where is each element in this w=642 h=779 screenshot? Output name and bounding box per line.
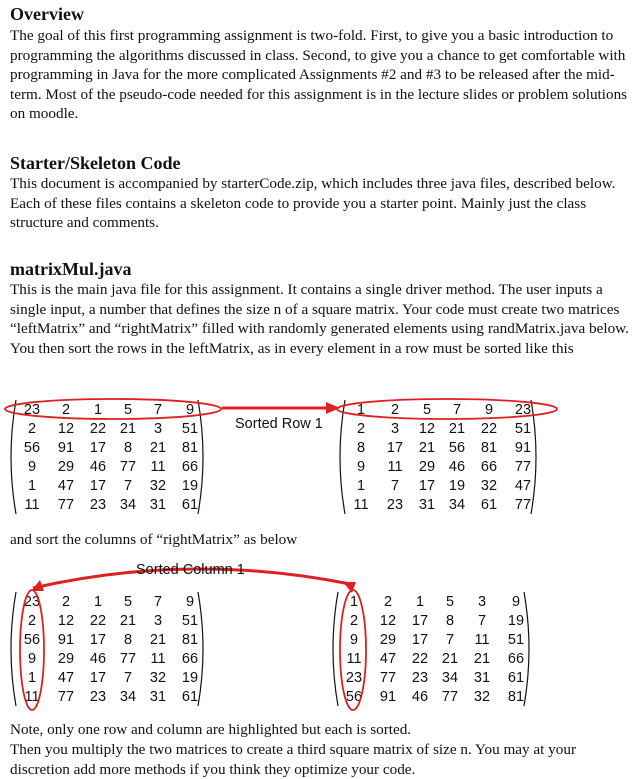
matrix-cell: 17 (418, 478, 436, 494)
matrix-cell: 19 (181, 670, 199, 686)
matrix-cell: 56 (345, 689, 363, 705)
matrix-cell: 3 (390, 421, 400, 437)
matrix-cell: 23 (89, 497, 107, 513)
matrix-cell: 46 (89, 459, 107, 475)
matrix-cell: 7 (390, 478, 400, 494)
matrix-cell: 11 (24, 689, 40, 705)
matrix-cell: 8 (445, 613, 455, 629)
matrix-cell: 9 (185, 594, 195, 610)
row-sort-svg (0, 396, 642, 520)
matrix-cell: 29 (57, 459, 75, 475)
matrix-cell: 56 (448, 440, 466, 456)
matrix-left-bracket (11, 400, 16, 514)
matrix-cell: 31 (473, 670, 491, 686)
matrix-cell: 23 (386, 497, 404, 513)
matrix-cell: 5 (123, 402, 133, 418)
matrix-cell: 9 (511, 594, 521, 610)
matrix-cell: 66 (480, 459, 498, 475)
matrix-cell: 77 (379, 670, 397, 686)
matrix-cell: 11 (474, 632, 490, 648)
matrix-cell: 22 (89, 421, 107, 437)
matrix-cell: 2 (27, 613, 37, 629)
matrix-cell: 7 (123, 478, 133, 494)
matrix-cell: 23 (89, 689, 107, 705)
sorted-column-label: Sorted Column 1 (136, 562, 245, 578)
matrix-right-bracket (531, 400, 536, 514)
matrix-cell: 51 (181, 421, 199, 437)
matrix-cell: 21 (119, 421, 137, 437)
matrix-cell: 56 (23, 632, 41, 648)
matrix-cell: 66 (181, 459, 199, 475)
matrix-cell: 8 (356, 440, 366, 456)
matrix-cell: 17 (411, 613, 429, 629)
matrixmul-paragraph: This is the main java file for this assignment. It contains a single driver method. The user inputs a single input, a number that defines the size n of a square matrix. Your code must create two matrices “leftMatrix” and “rightMatrix” filled with randomly generated elements using randMatrix.java below. You then sort the rows in the leftMatrix, as in every element in a row must be sorted like this (10, 281, 629, 357)
matrix-cell: 21 (418, 440, 436, 456)
matrix-cell: 77 (119, 459, 137, 475)
matrix-cell: 61 (480, 497, 498, 513)
matrix-cell: 7 (123, 670, 133, 686)
matrix-cell: 34 (448, 497, 466, 513)
matrix-cell: 9 (356, 459, 366, 475)
matrix-cell: 11 (24, 497, 40, 513)
matrix-cell: 66 (507, 651, 525, 667)
matrix-cell: 46 (411, 689, 429, 705)
matrix-cell: 5 (445, 594, 455, 610)
matrix-cell: 46 (448, 459, 466, 475)
matrix-cell: 81 (181, 440, 199, 456)
matrix-cell: 29 (57, 651, 75, 667)
matrix-cell: 29 (379, 632, 397, 648)
matrix-cell: 1 (356, 478, 366, 494)
matrix-cell: 1 (93, 402, 103, 418)
matrix-cell: 1 (93, 594, 103, 610)
starter-heading: Starter/Skeleton Code (10, 153, 181, 173)
matrix-cell: 51 (181, 613, 199, 629)
between-text: and sort the columns of “rightMatrix” as below (10, 531, 298, 548)
matrix-cell: 61 (181, 689, 199, 705)
matrix-cell: 61 (507, 670, 525, 686)
matrix-left-bracket (11, 592, 16, 706)
matrix-cell: 34 (119, 497, 137, 513)
matrix-cell: 11 (346, 651, 362, 667)
note-text: Note, only one row and column are highlighted but each is sorted. (10, 721, 412, 738)
matrix-cell: 46 (89, 651, 107, 667)
matrix-cell: 11 (150, 459, 166, 475)
matrix-cell: 19 (448, 478, 466, 494)
matrix-cell: 56 (23, 440, 41, 456)
matrix-cell: 2 (61, 594, 71, 610)
matrix-cell: 23 (514, 402, 532, 418)
matrix-cell: 47 (57, 478, 75, 494)
matrix-cell: 9 (349, 632, 359, 648)
matrix-left-bracket (340, 400, 345, 514)
matrix-cell: 7 (477, 613, 487, 629)
matrix-cell: 9 (185, 402, 195, 418)
matrix-cell: 91 (57, 632, 75, 648)
matrix-cell: 8 (123, 632, 133, 648)
matrix-cell: 23 (345, 670, 363, 686)
overview-paragraph: The goal of this first programming assignment is two-fold. First, to give you a basic introduction to programming the algorithms discussed in class. Second, to give you a chance to get comfortable with programming in Java for the more complicated Assignments #2 and #3 to be released after the mid-term. Most of the pseudo-code needed for this assignment is in the lecture slides or problem solutions on moodle. (10, 27, 628, 122)
matrix-cell: 77 (514, 459, 532, 475)
matrix-cell: 91 (514, 440, 532, 456)
matrix-cell: 29 (418, 459, 436, 475)
matrix-cell: 21 (149, 632, 167, 648)
col-before-matrix (11, 592, 203, 706)
matrix-right-bracket (198, 592, 203, 706)
matrix-cell: 3 (153, 613, 163, 629)
column-sort-figure (0, 558, 642, 718)
matrix-cell: 2 (356, 421, 366, 437)
matrix-cell: 9 (27, 651, 37, 667)
matrix-right-bracket (524, 592, 529, 706)
matrix-cell: 21 (441, 651, 459, 667)
matrix-cell: 7 (445, 632, 455, 648)
matrix-cell: 17 (411, 632, 429, 648)
matrix-cell: 77 (514, 497, 532, 513)
overview-heading: Overview (10, 4, 84, 24)
matrix-cell: 81 (181, 632, 199, 648)
matrix-cell: 31 (149, 497, 167, 513)
matrix-cell: 1 (349, 594, 359, 610)
matrix-cell: 34 (119, 689, 137, 705)
sorted-row-label: Sorted Row 1 (235, 416, 323, 432)
matrix-cell: 66 (181, 651, 199, 667)
matrix-cell: 32 (480, 478, 498, 494)
matrix-cell: 77 (57, 689, 75, 705)
matrix-cell: 9 (27, 459, 37, 475)
matrix-cell: 47 (57, 670, 75, 686)
matrix-cell: 22 (89, 613, 107, 629)
row-sort-figure (0, 396, 642, 520)
matrix-cell: 2 (349, 613, 359, 629)
column-sort-svg (0, 558, 642, 718)
matrix-cell: 47 (514, 478, 532, 494)
matrix-cell: 12 (418, 421, 436, 437)
matrix-cell: 61 (181, 497, 199, 513)
matrix-cell: 91 (57, 440, 75, 456)
matrix-cell: 21 (119, 613, 137, 629)
matrix-cell: 3 (477, 594, 487, 610)
matrix-cell: 19 (507, 613, 525, 629)
matrix-cell: 17 (89, 632, 107, 648)
matrix-cell: 77 (57, 497, 75, 513)
matrix-cell: 23 (411, 670, 429, 686)
matrix-cell: 3 (153, 421, 163, 437)
matrix-cell: 5 (422, 402, 432, 418)
matrix-cell: 5 (123, 594, 133, 610)
matrix-cell: 11 (150, 651, 166, 667)
matrix-cell: 34 (441, 670, 459, 686)
matrix-cell: 17 (386, 440, 404, 456)
matrix-cell: 17 (89, 670, 107, 686)
matrix-cell: 81 (480, 440, 498, 456)
row-arrow-head (326, 402, 340, 414)
matrix-cell: 1 (27, 670, 37, 686)
matrix-cell: 31 (418, 497, 436, 513)
matrix-cell: 19 (181, 478, 199, 494)
matrix-cell: 31 (149, 689, 167, 705)
matrix-cell: 22 (411, 651, 429, 667)
matrix-cell: 1 (415, 594, 425, 610)
matrix-cell: 17 (89, 440, 107, 456)
matrix-cell: 1 (356, 402, 366, 418)
matrix-cell: 7 (452, 402, 462, 418)
matrix-cell: 7 (153, 402, 163, 418)
matrix-cell: 23 (23, 402, 41, 418)
matrix-cell: 9 (484, 402, 494, 418)
matrix-cell: 17 (89, 478, 107, 494)
matrix-cell: 11 (353, 497, 369, 513)
starter-section (10, 153, 635, 233)
matrix-cell: 22 (480, 421, 498, 437)
matrixmul-section (10, 259, 635, 358)
matrix-cell: 77 (119, 651, 137, 667)
matrix-cell: 11 (387, 459, 403, 475)
matrix-cell: 8 (123, 440, 133, 456)
matrix-cell: 2 (390, 402, 400, 418)
starter-paragraph: This document is accompanied by starterCode.zip, which includes three java files, described below. Each of these files contains a skeleton code to provide you a starter point. Mainly just the class structure and comments. (10, 175, 616, 231)
matrix-cell: 81 (507, 689, 525, 705)
closing-text: Then you multiply the two matrices to create a third square matrix of size n. You may at your discretion add more methods if you think they optimize your code. (10, 741, 577, 778)
matrix-cell: 12 (57, 421, 75, 437)
matrix-cell: 21 (448, 421, 466, 437)
matrix-cell: 7 (153, 594, 163, 610)
matrix-cell: 12 (57, 613, 75, 629)
matrix-cell: 21 (473, 651, 491, 667)
matrix-cell: 32 (473, 689, 491, 705)
matrix-cell: 2 (383, 594, 393, 610)
matrix-cell: 2 (27, 421, 37, 437)
matrix-cell: 77 (441, 689, 459, 705)
overview-section (10, 4, 635, 124)
matrix-cell: 47 (379, 651, 397, 667)
matrix-cell: 32 (149, 670, 167, 686)
matrix-cell: 21 (149, 440, 167, 456)
matrix-cell: 12 (379, 613, 397, 629)
matrixmul-heading: matrixMul.java (10, 259, 132, 279)
matrix-cell: 23 (23, 594, 41, 610)
matrix-cell: 1 (27, 478, 37, 494)
matrix-cell: 32 (149, 478, 167, 494)
matrix-left-bracket (333, 592, 338, 706)
matrix-cell: 51 (507, 632, 525, 648)
matrix-cell: 51 (514, 421, 532, 437)
matrix-cell: 2 (61, 402, 71, 418)
matrix-right-bracket (198, 400, 203, 514)
matrix-cell: 91 (379, 689, 397, 705)
